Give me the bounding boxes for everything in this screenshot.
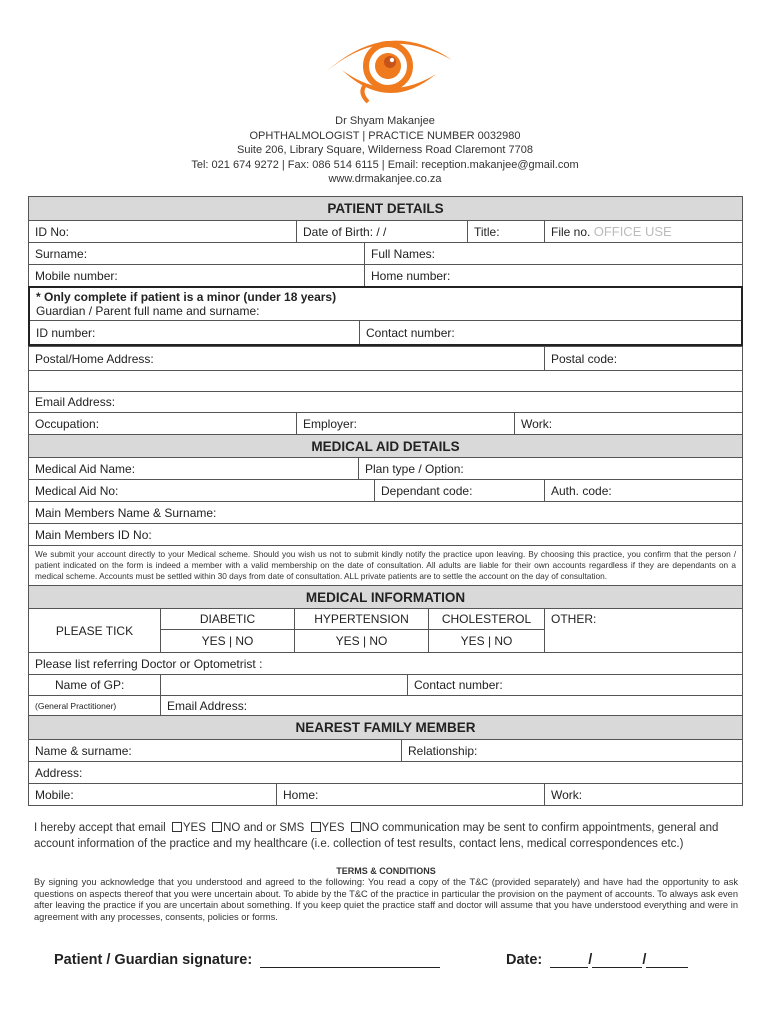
email-yes-label: YES [182, 822, 206, 834]
gp-note: (General Practitioner) [35, 700, 117, 711]
email-no-checkbox[interactable] [212, 822, 222, 832]
date-row: Date: / / [506, 952, 688, 968]
email-yes-checkbox[interactable] [172, 822, 182, 832]
plan-type-field[interactable]: Plan type / Option: [358, 458, 742, 479]
guardian-field[interactable]: Guardian / Parent full name and surname: [36, 304, 260, 318]
sms-yes-checkbox[interactable] [311, 822, 321, 832]
medical-info-heading: MEDICAL INFORMATION [29, 586, 742, 608]
consent-text-3: communication may be sent to confirm appointments, general and account information of the practice and my healthcare (i.e. collection of test results, contact lens, medical correspondences etc.) [34, 822, 719, 850]
consent-text-2: and or SMS [243, 822, 305, 834]
sms-yes-label: YES [321, 822, 345, 834]
gp-name-field[interactable] [160, 675, 407, 695]
medical-aid-heading: MEDICAL AID DETAILS [29, 435, 742, 457]
diabetic-yes-no[interactable]: YES | NO [201, 634, 254, 648]
occupation-field[interactable]: Occupation: [35, 416, 100, 431]
patient-details-heading: PATIENT DETAILS [29, 197, 742, 220]
sms-no-label: NO [361, 822, 379, 834]
work-field[interactable]: Work: [514, 413, 742, 434]
condition-hypertension: HYPERTENSION [295, 609, 428, 630]
main-member-name-field[interactable]: Main Members Name & Surname: [35, 505, 217, 520]
minor-note: * Only complete if patient is a minor (under 18 years) [36, 290, 337, 304]
practice-website: www.drmakanjee.co.za [328, 173, 442, 185]
file-no-field[interactable] [544, 221, 742, 242]
surname-field[interactable]: Surname: [35, 246, 88, 261]
consent-text-1: I hereby accept that email [34, 822, 166, 834]
family-heading: NEAREST FAMILY MEMBER [29, 716, 742, 739]
family-address-field[interactable]: Address: [35, 765, 83, 780]
dob-field[interactable]: Date of Birth: / / [296, 221, 467, 242]
title-field[interactable]: Title: [467, 221, 544, 242]
terms-heading: TERMS & CONDITIONS [336, 866, 436, 876]
cholesterol-yes-no[interactable]: YES | NO [460, 634, 513, 648]
signature-line[interactable] [260, 967, 440, 968]
email-no-label: NO [223, 822, 241, 834]
condition-diabetic: DIABETIC [161, 609, 294, 630]
home-number-field[interactable]: Home number: [364, 265, 742, 286]
employer-field[interactable]: Employer: [296, 413, 514, 434]
practice-contact: Tel: 021 674 9272 | Fax: 086 514 6115 | Email: reception.makanjee@gmail.com [191, 158, 579, 171]
main-member-id-field[interactable]: Main Members ID No: [35, 527, 152, 542]
date-label: Date: [506, 952, 543, 968]
family-mobile-field[interactable]: Mobile: [35, 787, 74, 802]
minor-section [28, 286, 743, 346]
dependant-code-field[interactable]: Dependant code: [374, 480, 544, 501]
gp-contact-field[interactable]: Contact number: [407, 675, 742, 695]
date-day-line[interactable] [550, 967, 588, 968]
other-field[interactable]: OTHER: [544, 609, 742, 652]
relationship-field[interactable]: Relationship: [401, 740, 742, 761]
full-names-field[interactable]: Full Names: [364, 243, 742, 264]
family-name-field[interactable]: Name & surname: [35, 743, 132, 758]
postal-code-field[interactable]: Postal code: [544, 347, 742, 370]
medical-aid-name-field[interactable]: Medical Aid Name: [35, 461, 136, 476]
family-work-field[interactable]: Work: [544, 784, 742, 805]
signature-row [54, 952, 440, 968]
auth-code-field[interactable]: Auth. code: [544, 480, 742, 501]
gp-name-label: Name of GP: [55, 678, 125, 692]
medical-aid-notice: We submit your account directly to your Medical scheme. Should you wish us not to submit kindly notify the practice upon leaving. By choosing this practice, you confirm that the person / patient indicated on the form is indeed a member with a valid membership on the date of consultation. All adults are liable for their own accounts regardless if they are dependants on a medical scheme. Accounts must be settled within 30 days from date of consultation. ALL private patients are to settle the account on the day of consultation. [35, 549, 736, 581]
minor-id-field[interactable]: ID number: [36, 325, 96, 340]
practice-number: OPHTHALMOLOGIST | PRACTICE NUMBER 0032980 [249, 129, 521, 142]
gp-email-field[interactable]: Email Address: [160, 696, 742, 715]
terms-section [34, 866, 738, 923]
date-month-line[interactable] [592, 967, 642, 968]
doctor-name: Dr Shyam Makanjee [335, 115, 435, 127]
file-no-label: File no. [551, 224, 591, 239]
referring-doctor-field[interactable]: Please list referring Doctor or Optometrist : [35, 656, 263, 671]
terms-body: By signing you acknowledge that you understood and agreed to the following: You read a copy of the T&C (provided separately) and have had the opportunity to ask questions on aspects thereof that you were uncertain about. To abide by the T&C of the practice in particular the provision on the payment of accounts. To always ask even after leaving the practice if you are uncertain about something. If you keep quiet the practice staff and doctor will assume that you have understood everything and were in agreement with any processes, consents, policies or forms. [34, 877, 738, 922]
practice-header [0, 114, 770, 187]
date-year-line[interactable] [646, 967, 688, 968]
office-use-label: OFFICE USE [593, 224, 672, 239]
address-line-2[interactable] [29, 371, 742, 391]
please-tick-label: PLEASE TICK [55, 623, 134, 638]
eye-logo-icon [318, 26, 458, 108]
patient-form [28, 196, 743, 806]
hypertension-yes-no[interactable]: YES | NO [335, 634, 388, 648]
mobile-field[interactable]: Mobile number: [35, 268, 118, 283]
postal-address-field[interactable]: Postal/Home Address: [35, 351, 154, 366]
signature-label: Patient / Guardian signature: [54, 952, 253, 968]
sms-no-checkbox[interactable] [351, 822, 361, 832]
practice-address: Suite 206, Library Square, Wilderness Road Claremont 7708 [237, 144, 533, 156]
consent-paragraph [34, 821, 738, 852]
medical-aid-no-field[interactable]: Medical Aid No: [35, 483, 119, 498]
email-field[interactable]: Email Address: [35, 395, 116, 409]
condition-cholesterol: CHOLESTEROL [429, 609, 544, 630]
minor-contact-field[interactable]: Contact number: [359, 321, 741, 344]
id-no-field[interactable]: ID No: [35, 224, 70, 239]
family-home-field[interactable]: Home: [276, 784, 544, 805]
